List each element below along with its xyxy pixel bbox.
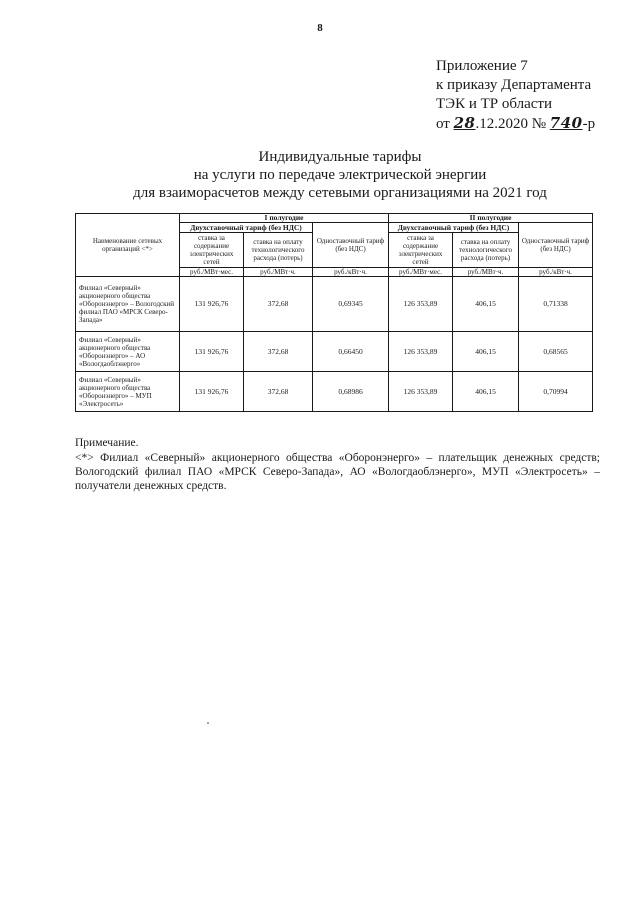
h1-losses-rate-header: ставка на оплату технологического расхода (потерь): [244, 233, 313, 268]
h2-one-part-value: 0,71338: [519, 277, 593, 332]
title-line-3: для взаиморасчетов между сетевыми организациями на 2021 год: [133, 185, 547, 201]
date-prefix: от: [436, 116, 450, 132]
second-half-header: II полугодие: [389, 214, 593, 223]
h1-losses-value: 372,68: [244, 277, 313, 332]
h1-one-part-value: 0,69345: [313, 277, 389, 332]
table-row: [76, 372, 593, 412]
h1-maintenance-value: 131 926,76: [180, 372, 244, 412]
org-name: Филиал «Северный» акционерного общества «Оборонэнерго» – АО «Вологдаоблэнерго»: [76, 332, 180, 372]
org-name: Филиал «Северный» акционерного общества «Оборонэнерго» – МУП «Электросеть»: [76, 372, 180, 412]
h2-maintenance-rate-header: ставка за содержание электрических сетей: [389, 233, 453, 268]
h2-losses-unit: руб./МВт·ч.: [453, 268, 519, 277]
handwritten-order-number: 740: [549, 114, 583, 132]
date-rest: .12.2020 №: [475, 116, 547, 132]
h1-one-part-unit: руб./кВт·ч.: [313, 268, 389, 277]
h2-losses-value: 406,15: [453, 277, 519, 332]
h2-maintenance-unit: руб./МВт·мес.: [389, 268, 453, 277]
table-row: [76, 332, 593, 372]
org-name: Филиал «Северный» акционерного общества «Оборонэнерго» – Вологодский филиал ПАО «МРСК Северо-Запада»: [76, 277, 180, 332]
appendix-department-line: ТЭК и ТР области: [436, 96, 552, 112]
h2-losses-value: 406,15: [453, 372, 519, 412]
note-title: Примечание.: [75, 437, 139, 449]
footnote: [75, 436, 600, 493]
appendix-title: Приложение 7: [436, 58, 528, 74]
title-line-2: на услуги по передаче электрической энергии: [193, 167, 487, 183]
h1-maintenance-value: 131 926,76: [180, 332, 244, 372]
order-suffix: -р: [582, 116, 596, 132]
h1-maintenance-unit: руб./МВт·мес.: [180, 268, 244, 277]
tariff-table: [75, 213, 593, 412]
h1-losses-value: 372,68: [244, 372, 313, 412]
h1-one-part-value: 0,68986: [313, 372, 389, 412]
h1-losses-value: 372,68: [244, 332, 313, 372]
note-text: <*> Филиал «Северный» акционерного общества «Оборонэнерго» – плательщик денежных средств; Вологодский филиал ПАО «МРСК Северо-Запада», АО «Вологдаоблэнерго», МУП «Электросеть» – получатели денежных средств.: [75, 452, 600, 492]
h2-two-part-header: Двухставочный тариф (без НДС): [389, 223, 519, 233]
h1-two-part-header: Двухставочный тариф (без НДС): [180, 223, 313, 233]
scan-speck: [207, 722, 209, 724]
title-line-1: Индивидуальные тарифы: [258, 149, 422, 165]
h2-one-part-unit: руб./кВт·ч.: [519, 268, 593, 277]
page-number: 8: [317, 22, 323, 34]
handwritten-day: 28: [453, 114, 476, 132]
document-title: [90, 148, 590, 202]
h1-one-part-header: Одноставочный тариф (без НДС): [313, 223, 389, 268]
h2-maintenance-value: 126 353,89: [389, 277, 453, 332]
h1-one-part-value: 0,66450: [313, 332, 389, 372]
h2-maintenance-value: 126 353,89: [389, 372, 453, 412]
h1-maintenance-value: 131 926,76: [180, 277, 244, 332]
appendix-block: [436, 57, 636, 134]
first-half-header: I полугодие: [180, 214, 389, 223]
h1-losses-unit: руб./МВт·ч.: [244, 268, 313, 277]
h1-maintenance-rate-header: ставка за содержание электрических сетей: [180, 233, 244, 268]
org-column-header: Наименование сетевых организаций <*>: [76, 214, 180, 277]
h2-maintenance-value: 126 353,89: [389, 332, 453, 372]
h2-one-part-value: 0,70994: [519, 372, 593, 412]
table-row: [76, 277, 593, 332]
h2-losses-rate-header: ставка на оплату технологического расхода (потерь): [453, 233, 519, 268]
h2-losses-value: 406,15: [453, 332, 519, 372]
h2-one-part-value: 0,68565: [519, 332, 593, 372]
appendix-date-line: [436, 114, 636, 134]
h2-one-part-header: Одноставочный тариф (без НДС): [519, 223, 593, 268]
appendix-order-line: к приказу Департамента: [436, 77, 592, 93]
